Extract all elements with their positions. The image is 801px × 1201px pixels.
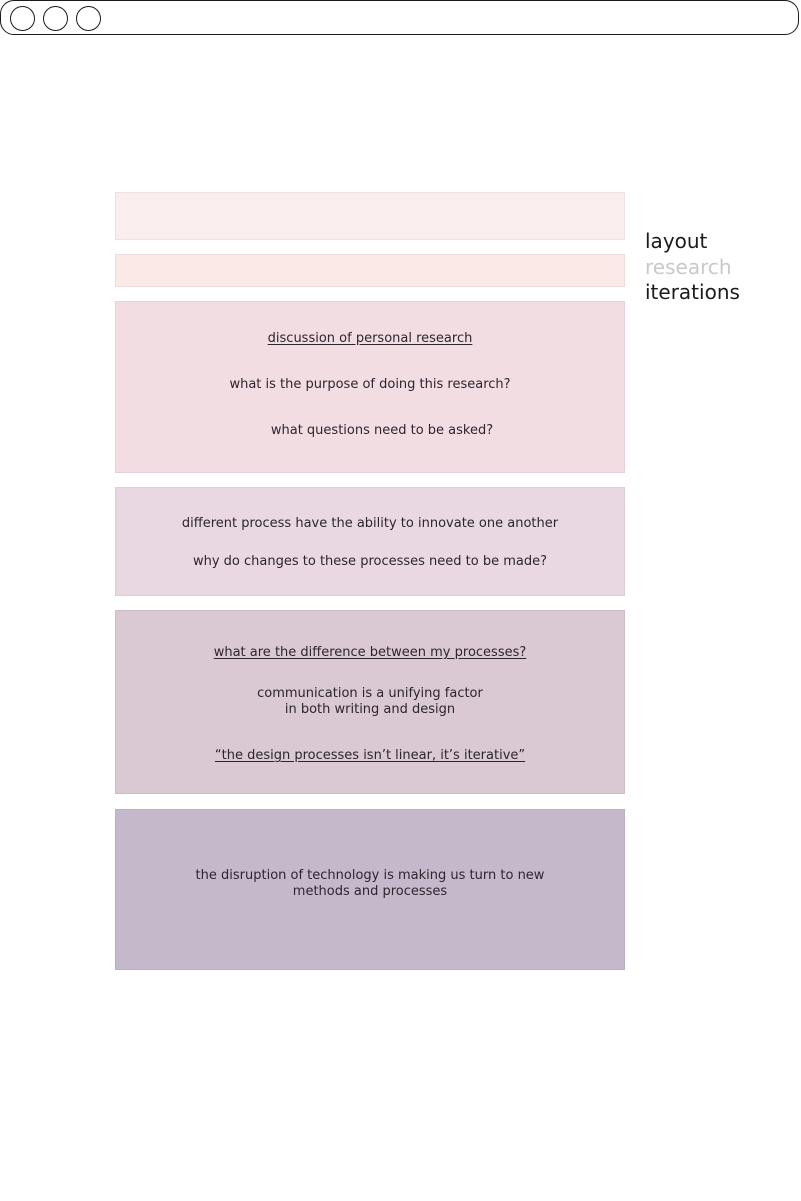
nav-item-research[interactable]: research <box>645 254 732 279</box>
differences-quote: “the design processes isn’t linear, it’s iterative” <box>214 748 526 763</box>
nav-item-layout[interactable]: layout <box>645 229 708 253</box>
processes-line-2: why do changes to these processes need to be made? <box>192 554 548 569</box>
card-empty-top <box>115 192 625 240</box>
differences-heading: what are the difference between my processes? <box>213 645 527 660</box>
window-title-bar <box>0 0 799 35</box>
personal-research-question-1: what is the purpose of doing this research? <box>229 377 511 392</box>
card-technology <box>115 809 625 970</box>
card-empty-strip <box>115 254 625 287</box>
differences-communication-line-2: in both writing and design <box>284 702 456 717</box>
processes-line-1: different process have the ability to innovate one another <box>181 516 559 531</box>
window-maximize-button[interactable] <box>76 6 101 31</box>
side-nav <box>645 229 740 306</box>
card-personal-research <box>115 301 625 473</box>
window-minimize-button[interactable] <box>43 6 68 31</box>
card-differences <box>115 610 625 794</box>
nav-item-iterations[interactable]: iterations <box>645 280 740 304</box>
card-processes <box>115 487 625 596</box>
personal-research-question-2: what questions need to be asked? <box>270 423 494 438</box>
window-close-button[interactable] <box>10 6 35 31</box>
technology-line-1: the disruption of technology is making us turn to new <box>195 868 545 883</box>
differences-communication-line-1: communication is a unifying factor <box>257 686 483 701</box>
technology-line-2: methods and processes <box>292 884 448 899</box>
personal-research-heading: discussion of personal research <box>267 331 473 346</box>
technology-text <box>116 868 624 900</box>
differences-communication <box>116 686 624 718</box>
